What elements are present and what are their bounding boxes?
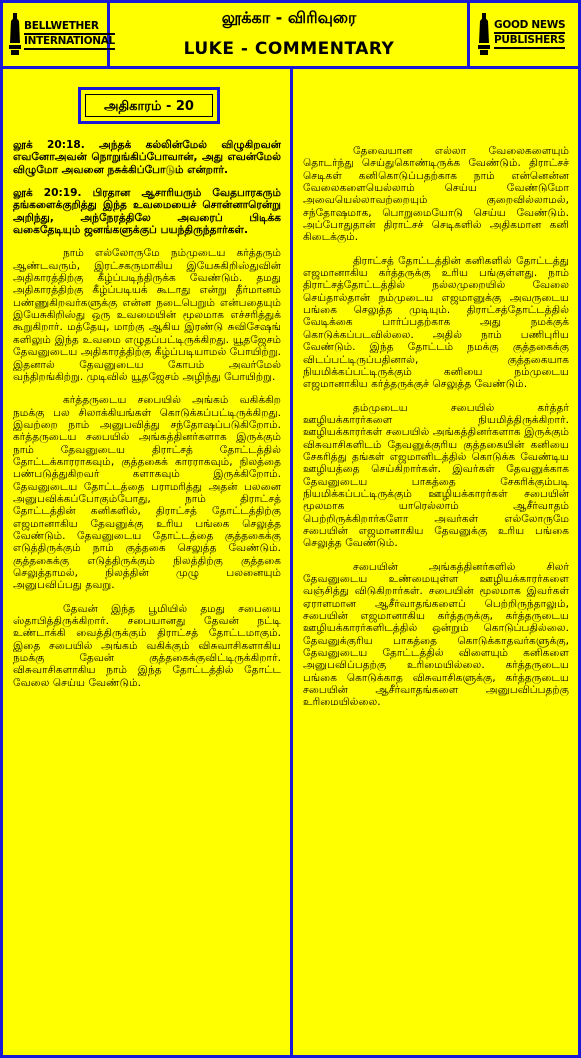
logo-right-line2: PUBLISHERS	[494, 34, 565, 49]
good-news-logo	[467, 3, 578, 66]
commentary-paragraph: தேவன் இந்த பூமியில் தமது சபையை ஸ்தாபித்திருக்கிறார். சபையானது தேவன் நட்டி உண்டாக்கி வைத்திருக்கும் திராட்சத் தோட்டமாகும். இதை சபையில் அங்கம் வகிக்கும் விசுவாசிகளாகிய நமக்கு தேவன் குத்தகைக்குவிட்டிருக்கிறார். விசுவாசிகளாகிய நாம் இந்த தோட்டத்தில் தோட்ட வேலை செய்ய வேண்டும்.	[13, 602, 281, 689]
chapter-heading-box	[78, 87, 220, 124]
page-header	[0, 0, 581, 69]
page-title-english: LUKE - COMMENTARY	[183, 39, 395, 59]
logo-left-line1: BELLWETHER	[24, 20, 115, 35]
bellwether-emblem-icon	[9, 13, 21, 55]
chapter-heading: அதிகாரம் - 20	[85, 94, 213, 117]
commentary-paragraph: தம்முடைய சபையில் கர்த்தர் ஊழியக்காரர்களை நியமித்திருக்கிறார். ஊழியக்காரர்கள் சபையில் அங்கத்தினர்களாக இருக்கும் விசுவாசிகளிடம் தேவனுக்குரிய குத்தகையின் கனியை சேகரித்து தங்கள் எஜமானிடத்தில் கொடுக்க வேண்டிய ஊழியத்தை செய்கிறார்கள். இவர்கள் தேவனுக்காக தேவனுடைய பாகத்தை சேகரிக்கும்படி நியமிக்கப்பட்டிருக்கும் ஊழியக்காரர்கள் சபையின் மூலமாக யாரெல்லாம் ஆசீர்வாதம் பெற்றிருக்கிறார்களோ அவர்கள் எல்லோருமே சபையின் எஜமானாகிய தேவனுக்கு உரிய பங்கை செலுத்த வேண்டும்.	[303, 401, 569, 550]
left-column	[13, 139, 281, 700]
commentary-paragraph: திராட்சத் தோட்டத்தின் கனிகளில் தோட்டத்து எஜமானாகிய கர்த்தருக்கு உரிய பங்குள்ளது. நாம் திராட்சத்தோட்டத்தில் நல்லமுறையில் வேலை செய்தால்தான் நம்முடைய எஜமானுக்கு அவருடைய பங்கை செலுத்த முடியும். திராட்சத்தோட்டத்தில் வேடிக்கை பார்ப்பதற்காக அது நமக்குக் கொடுக்கப்படவில்லை. அதில் நாம் பணிபுரிய வேண்டும். இந்த தோட்டம் நமக்கு குத்தகைக்கு விடப்பட்டிருப்பதினால், குத்தகையாக நியமிக்கப்பட்டிருக்கும் கனியை நம்முடைய எஜமானாகிய கர்த்தருக்குச் செலுத்த வேண்டும்.	[303, 254, 569, 391]
commentary-paragraph: கர்த்தருடைய சபையில் அங்கம் வகிக்கிற நமக்கு பல சிலாக்கியங்கள் கொடுக்கப்பட்டிருக்கிறது. இவற்றை நாம் அனுபவித்து சந்தோஷப்படுகிறோம். கர்த்தருடைய சபையில் அங்கத்தினர்களாக இருக்கும் நாம் தேவனுடைய திராட்சத் தோட்டத்தில் தோட்டக்காரராகவும், குத்தகைக் காரராகவும், நிலத்தை பண்படுத்துகிறவர் களாகவும் இருக்கிறோம். தேவனுடைய தோட்டத்தை பராமரித்து அதன் பலனை அனுபவிக்கப்போகும்போது, நாம் திராட்சத் தோட்டத்தின் கனிகளில், திராட்சத் தோட்டத்திற்கு எஜமானாகிய தேவனுக்கு உரிய பங்கை செலுத்த வேண்டும். தேவனுடைய தோட்டத்தை குத்தகைக்கு எடுத்திருக்கும் நாம் குத்தகை செலுத்த வேண்டும். குத்தகைக்கு எடுத்திருக்கும் நிலத்திற்கு குத்தகை செலுத்தாமல், நிலத்தின் முழு பலனையும் அனுபவிப்பது தவறு.	[13, 394, 281, 592]
page-title-tamil: லூக்கா - விரிவுரை	[221, 8, 357, 27]
commentary-paragraph: தேவையான எல்லா வேலைகளையும் தொடர்ந்து செய்துகொண்டிருக்க வேண்டும். திராட்சச் செடிகள் கனிகொடுப்பதற்காக நாம் என்னென்ன வேலைகளையெல்லாம் செய்ய வேண்டுமோ அவையெல்லாவற்றையும் குறைவில்லாமல், சந்தோஷமாக, பொறுமையோடு செய்ய வேண்டும். அப்போதுதான் திராட்சச் செடிகளில் அதிகமான கனி கிடைக்கும்.	[303, 145, 569, 244]
logo-right-line1: GOOD NEWS	[494, 19, 565, 34]
commentary-paragraph: நாம் எல்லோருமே நம்முடைய கர்த்தரும் ஆண்டவரும், இரட்சகருமாகிய இயேசுகிறிஸ்துவின் அதிகாரத்திற்கு கீழ்ப்படிந்திருக்க வேண்டும். தமது அதிகாரத்திற்கு கீழ்ப்படியக் கூடாது என்று தீர்மானம் பண்ணுகிறவர்களுக்கு என்ன நடைபெறும் என்பதையும் இயேசுகிறிஸ்து ஒரு உவமையின் மூலமாக எச்சரித்துக் கூறுகிறார். மத்தேயு, மாற்கு ஆகிய இரண்டு சுவிசேஷங் களிலும் இந்த உவமை எழுதப்பட்டிருக்கிறது. யூதஜேசம் தேவனுடைய அதிகாரத்திற்கு கீழ்ப்படியாமல் போயிற்று. இதனால் தேவனுடைய கோபம் அவர்மேல் வந்திறங்கிற்று. முடிவில் யூதஜேசம் அழிந்து போயிற்று.	[13, 247, 281, 383]
good-news-emblem-icon	[478, 13, 490, 55]
verse-20-18: லூக் 20:18. அந்தக் கல்லின்மேல் விழுகிறவன் எவனோஅவன் நொறுங்கிப்போவான், அது எவன்மேல் விழுமோ அவனை நசுக்கிப்போடும் என்றார்.	[13, 139, 281, 176]
logo-left-line2: INTERNATIONAL	[24, 35, 115, 50]
bellwether-logo	[3, 3, 115, 66]
column-divider	[290, 69, 293, 1058]
right-column	[303, 145, 569, 720]
commentary-paragraph: சபையின் அங்கத்தினர்களில் சிலர் தேவனுடைய உண்மையுள்ள ஊழியக்காரர்களை வஞ்சித்து விடுகிறார்கள். சபையின் மூலமாக இவர்கள் ஏராளமான ஆசீர்வாதங்களைப் பெற்றிருந்தாலும், சபையின் எஜமானாகிய கர்த்தருக்கு, கர்த்தருடைய ஊழியக்காரர்களிடத்தில் ஒன்றும் கொடுப்பதில்லை. தேவனுக்குரிய பாகத்தை கொடுக்காதவர்களுக்கு, தேவனுடைய தோட்டத்தில் விளையும் கனிகளை அனுபவிப்பதற்கு உரிமையில்லை. கர்த்தருடைய பங்கை கொடுக்காத விசுவாசிகளுக்கு, கர்த்தருடைய சபையின் ஆசீர்வாதங்களை அனுபவிப்பதற்கு உரிமையில்லை.	[303, 560, 569, 709]
verse-20-19: லூக் 20:19. பிரதான ஆசாரியரும் வேதபாரகரும் தங்களைக்குறித்து இந்த உவமையைச் சொன்னாரென்று அறிந்து, அந்நேரத்திலே அவரைப் பிடிக்க வகைதேடியும் ஜனங்களுக்குப் பயந்திருந்தார்கள்.	[13, 187, 281, 237]
